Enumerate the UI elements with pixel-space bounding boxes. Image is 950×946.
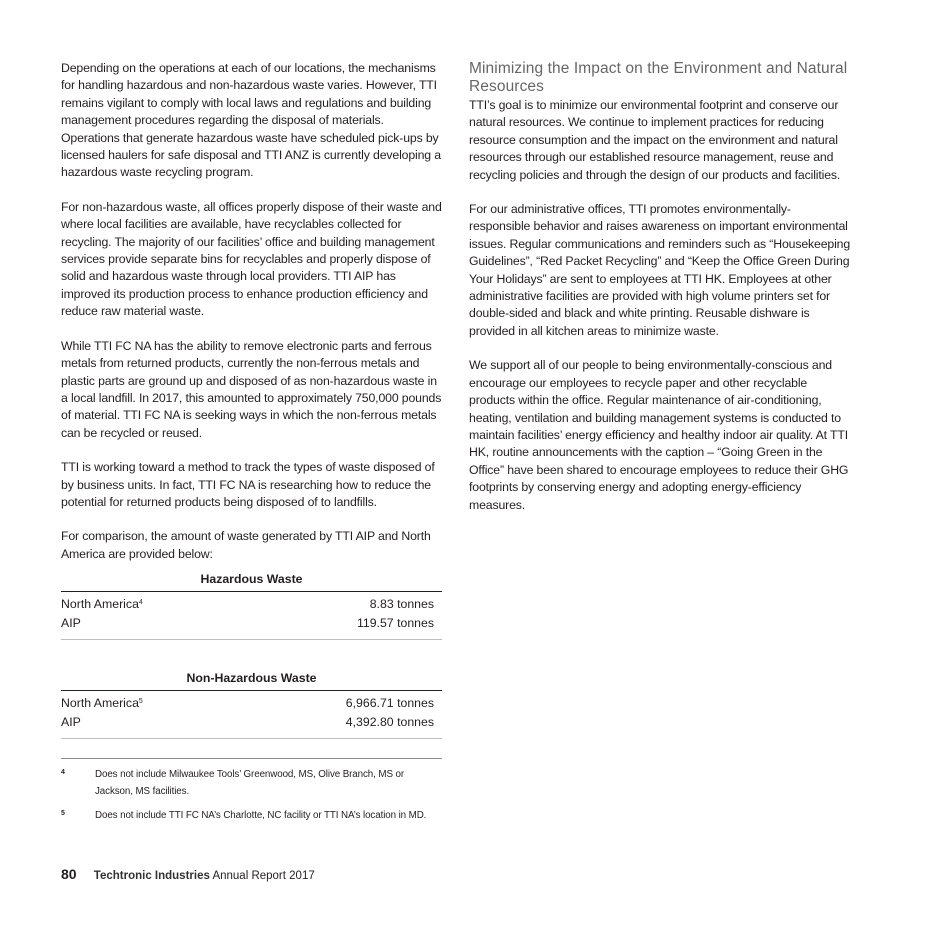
row-value: 8.83 tonnes xyxy=(369,597,434,612)
row-label: North America$^5$ xyxy=(61,696,143,711)
body-paragraph: Depending on the operations at each of our locations, the mechanisms for handling hazardous and non-hazardous waste varies. However, TTI remains vigilant to comply with local laws and regulations and building management procedures regarding the disposal of materials. Operations that generate hazardous waste have scheduled pick-ups by licensed haulers for safe disposal and TTI ANZ is currently developing a hazardous waste recycling program. xyxy=(61,61,441,180)
footnote-text: Does not include Milwaukee Tools’ Greenwood, MS, Olive Branch, MS or Jackson, MS facilities. xyxy=(95,769,405,797)
row-label: AIP xyxy=(61,616,81,631)
footnote-ref: 5 xyxy=(138,698,143,706)
body-paragraph: TTI is working toward a method to track the types of waste disposed of by business units. In fact, TTI FC NA is researching how to reduce the potential for returned products being disposed of to landfills. xyxy=(61,460,435,509)
footnote-number: 5 xyxy=(61,810,65,817)
body-paragraph: While TTI FC NA has the ability to remove electronic parts and ferrous metals from returned products, currently the non-ferrous metals and plastic parts are ground up and disposed of as non-hazardous waste in a local landfill. In 2017, this amounted to approximately 750,000 pounds of material. TTI FC NA is seeking ways in which the non-ferrous metals can be recycled or reused. xyxy=(61,338,442,440)
body-paragraph: For our administrative offices, TTI promotes environmentally-responsible behavior and raises awareness on important environmental issues. Regular communications and reminders such as “Housekeeping Guidelines”, “Red Packet Recycling” and “Keep the Office Green During Your Holidays” are sent to employees at TTI HK. Employees at other administrative facilities are provided with high volume printers set for double-sided and black and white printing. Reusable dishware is provided in all kitchen areas to minimize waste. xyxy=(469,202,851,338)
footnote-ref: 4 xyxy=(138,599,143,607)
footnote-divider xyxy=(61,758,442,759)
page-number: 80 xyxy=(61,866,77,882)
right-column xyxy=(469,60,851,531)
footnote xyxy=(61,766,442,800)
page-footer xyxy=(61,866,315,884)
table-row xyxy=(61,694,442,713)
company-name: Techtronic Industries xyxy=(93,870,210,882)
body-paragraph: We support all of our people to being environmentally-conscious and encourage our employees to recycle paper and other recyclable products within the office. Regular maintenance of air-conditioning, heating, ventilation and building management systems is conducted to maintain facilities’ energy efficiency and healthy indoor air quality. At TTI HK, routine announcements with the caption – “Going Green in the Office” have been shared to encourage employees to reduce their GHG footprints by conserving energy and adopting energy-efficiency measures. xyxy=(469,358,849,512)
row-label: North America$^4$ xyxy=(61,597,143,612)
row-value: 6,966.71 tonnes xyxy=(345,696,434,711)
non-hazardous-waste-table xyxy=(61,670,442,739)
hazardous-waste-table xyxy=(61,571,442,640)
row-value: 4,392.80 tonnes xyxy=(345,715,434,730)
footnote xyxy=(61,807,442,824)
footnote-text: Does not include TTI FC NA’s Charlotte, NC facility or TTI NA’s location in MD. xyxy=(95,810,427,821)
row-label: AIP xyxy=(61,715,81,730)
table-row xyxy=(61,595,442,614)
body-paragraph: TTI’s goal is to minimize our environmental footprint and conserve our natural resources. We continue to implement practices for reducing resource consumption and the impact on the environment and natural resources through our established resource management, reuse and recycling policies and through the design of our products and facilities. xyxy=(469,98,841,182)
left-column xyxy=(61,60,442,739)
report-title: Annual Report 2017 xyxy=(212,870,315,882)
body-paragraph: For non-hazardous waste, all offices properly dispose of their waste and where local facilities are available, have recyclables collected for recycling. The majority of our facilities’ office and building management services provide separate bins for recyclables and properly dispose of solid and hazardous waste through local providers. TTI AIP has improved its production process to enhance production efficiency and reduce raw material waste. xyxy=(61,199,442,319)
footnote-number: 4 xyxy=(61,769,65,776)
section-heading: Minimizing the Impact on the Environment and Natural Resources xyxy=(469,60,848,95)
table-title: Non-Hazardous Waste xyxy=(61,670,442,691)
row-value: 119.57 tonnes xyxy=(356,616,434,631)
table-row xyxy=(61,614,442,633)
table-title: Hazardous Waste xyxy=(61,571,442,592)
table-row xyxy=(61,713,442,732)
table-divider xyxy=(61,738,442,739)
body-paragraph: For comparison, the amount of waste generated by TTI AIP and North America are provided below: xyxy=(61,529,431,561)
